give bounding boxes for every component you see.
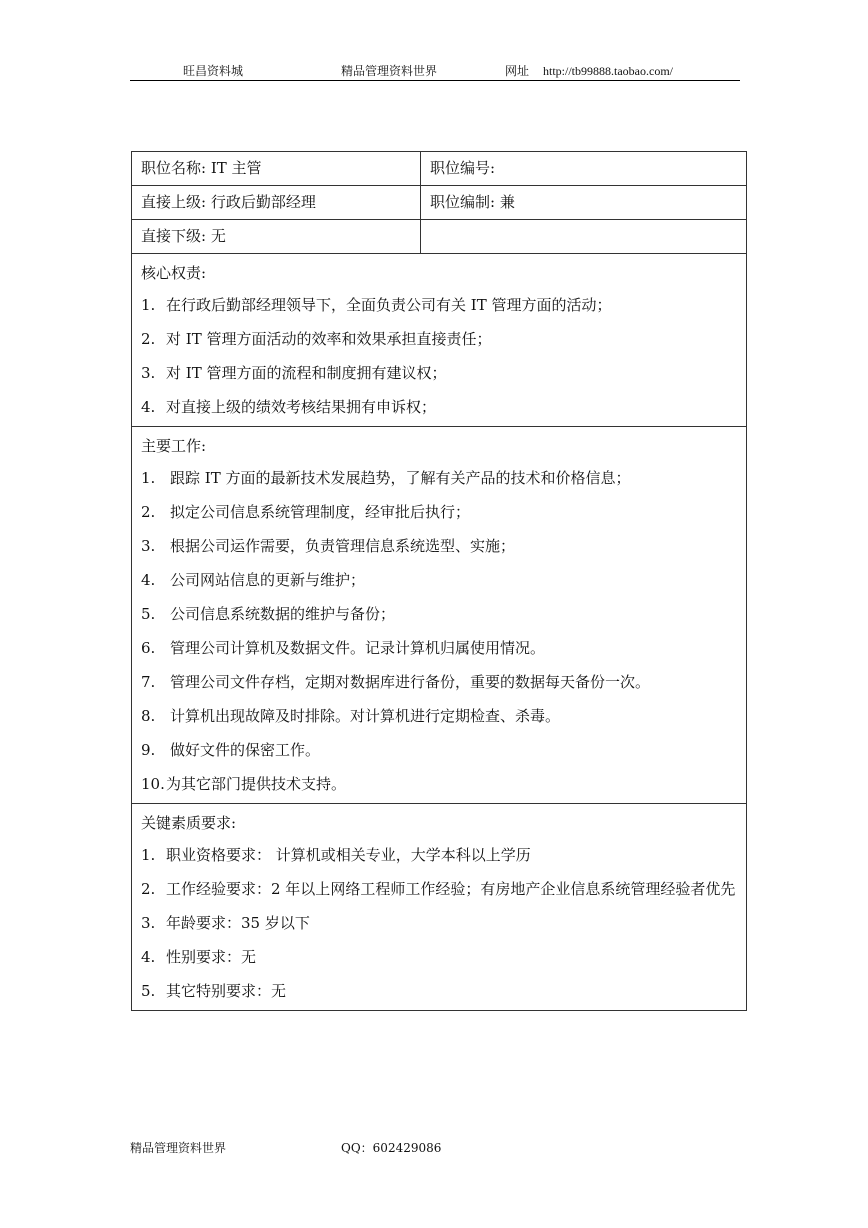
job-description-table bbox=[131, 151, 747, 1011]
item-number: 1. bbox=[141, 846, 156, 864]
responsibilities-section bbox=[132, 254, 747, 427]
item-number: 2. bbox=[141, 330, 156, 348]
list-item bbox=[141, 495, 737, 529]
item-text: 对 IT 管理方面的流程和制度拥有建议权； bbox=[166, 364, 447, 382]
list-item bbox=[141, 974, 737, 1008]
direct-superior-cell: 直接上级: 行政后勤部经理 bbox=[132, 186, 421, 220]
header-shop-name: 旺昌资料城 bbox=[183, 64, 244, 78]
responsibilities-title: 核心权责: bbox=[141, 264, 207, 282]
list-item bbox=[141, 390, 737, 424]
item-number: 5. bbox=[141, 605, 156, 623]
item-text: 对 IT 管理方面活动的效率和效果承担直接责任； bbox=[166, 330, 492, 348]
list-item bbox=[141, 699, 737, 733]
list-item bbox=[141, 733, 737, 767]
item-number: 8. bbox=[141, 707, 156, 725]
header-url-label: 网址 bbox=[505, 64, 530, 78]
item-text: 职业资格要求： 计算机或相关专业，大学本科以上学历 bbox=[166, 846, 531, 864]
empty-cell bbox=[421, 220, 747, 254]
list-item bbox=[141, 872, 737, 906]
item-number: 4. bbox=[141, 571, 156, 589]
list-item bbox=[141, 940, 737, 974]
table-row bbox=[132, 220, 747, 254]
item-number: 7. bbox=[141, 673, 156, 691]
list-item bbox=[141, 288, 737, 322]
item-text: 做好文件的保密工作。 bbox=[170, 741, 321, 759]
item-text: 其它特别要求：无 bbox=[166, 982, 287, 1000]
item-number: 1. bbox=[141, 469, 156, 487]
table-row bbox=[132, 186, 747, 220]
item-text: 工作经验要求：2 年以上网络工程师工作经验；有房地产企业信息系统管理经验者优先 bbox=[166, 880, 736, 898]
requirements-title: 关键素质要求: bbox=[141, 814, 237, 832]
duties-title: 主要工作: bbox=[141, 437, 207, 455]
list-item bbox=[141, 322, 737, 356]
item-text: 公司网站信息的更新与维护； bbox=[170, 571, 366, 589]
direct-subordinate-cell: 直接下级: 无 bbox=[132, 220, 421, 254]
staffing-cell: 职位编制: 兼 bbox=[421, 186, 747, 220]
item-text: 根据公司运作需要，负责管理信息系统选型、实施； bbox=[170, 537, 516, 555]
list-item bbox=[141, 665, 737, 699]
list-item bbox=[141, 767, 737, 801]
list-item bbox=[141, 356, 737, 390]
table-row bbox=[132, 254, 747, 427]
item-number: 2. bbox=[141, 503, 156, 521]
position-code-cell: 职位编号: bbox=[421, 152, 747, 186]
item-number: 3. bbox=[141, 537, 156, 555]
table-row bbox=[132, 427, 747, 804]
item-number: 5. bbox=[141, 982, 156, 1000]
list-item bbox=[141, 529, 737, 563]
item-text: 为其它部门提供技术支持。 bbox=[166, 775, 347, 793]
footer-brand: 精品管理资料世界 bbox=[130, 1141, 227, 1155]
requirements-section bbox=[132, 804, 747, 1011]
list-item bbox=[141, 597, 737, 631]
item-number: 2. bbox=[141, 880, 156, 898]
item-number: 3. bbox=[141, 914, 156, 932]
item-number: 6. bbox=[141, 639, 156, 657]
footer-qq: QQ：602429086 bbox=[341, 1141, 442, 1155]
item-number: 1. bbox=[141, 296, 156, 314]
table-row bbox=[132, 804, 747, 1011]
table-row bbox=[132, 152, 747, 186]
list-item bbox=[141, 461, 737, 495]
list-item bbox=[141, 906, 737, 940]
item-text: 在行政后勤部经理领导下，全面负责公司有关 IT 管理方面的活动； bbox=[166, 296, 612, 314]
list-item bbox=[141, 563, 737, 597]
duties-section bbox=[132, 427, 747, 804]
item-text: 公司信息系统数据的维护与备份； bbox=[170, 605, 396, 623]
item-number: 9. bbox=[141, 741, 156, 759]
item-number: 4. bbox=[141, 398, 156, 416]
item-text: 性别要求：无 bbox=[166, 948, 257, 966]
item-text: 拟定公司信息系统管理制度，经审批后执行； bbox=[170, 503, 471, 521]
item-text: 管理公司计算机及数据文件。记录计算机归属使用情况。 bbox=[170, 639, 546, 657]
list-item bbox=[141, 631, 737, 665]
item-number: 4. bbox=[141, 948, 156, 966]
item-text: 计算机出现故障及时排除。对计算机进行定期检查、杀毒。 bbox=[170, 707, 561, 725]
item-number: 10. bbox=[141, 775, 165, 793]
item-text: 跟踪 IT 方面的最新技术发展趋势，了解有关产品的技术和价格信息； bbox=[170, 469, 631, 487]
header-divider bbox=[130, 80, 740, 81]
item-number: 3. bbox=[141, 364, 156, 382]
item-text: 管理公司文件存档，定期对数据库进行备份，重要的数据每天备份一次。 bbox=[170, 673, 651, 691]
item-text: 对直接上级的绩效考核结果拥有申诉权； bbox=[166, 398, 437, 416]
header-brand: 精品管理资料世界 bbox=[341, 64, 438, 78]
header-url-link[interactable]: http://tb99888.taobao.com/ bbox=[543, 64, 673, 78]
list-item bbox=[141, 838, 737, 872]
item-text: 年龄要求：35 岁以下 bbox=[166, 914, 310, 932]
position-title-cell: 职位名称: IT 主管 bbox=[132, 152, 421, 186]
